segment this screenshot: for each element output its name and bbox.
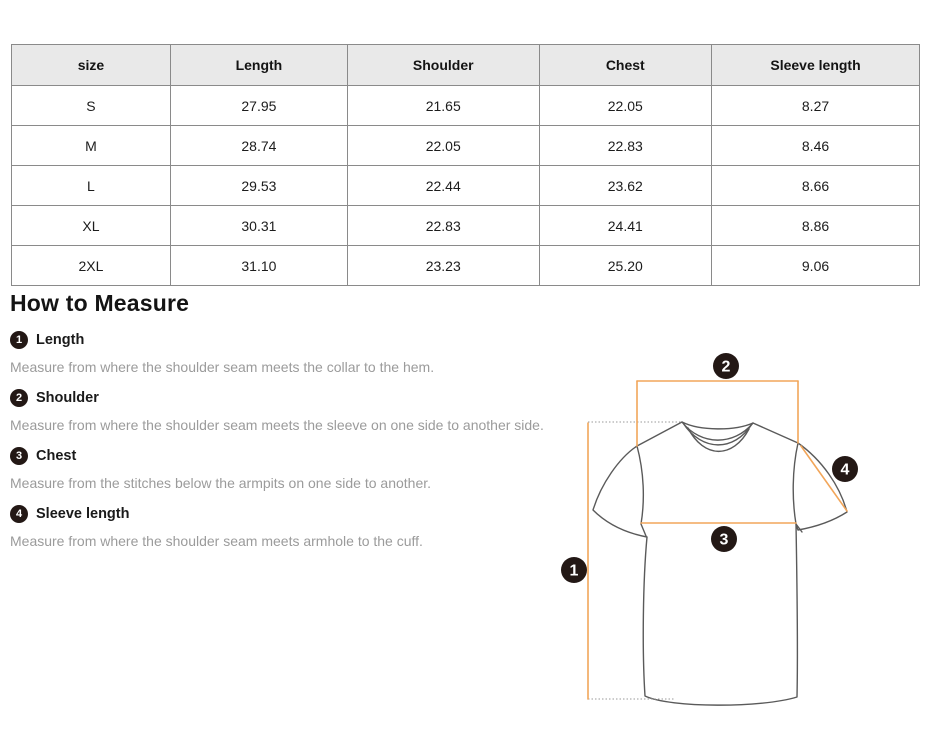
step-1-badge: 1 (10, 331, 28, 349)
step-4-badge: 4 (10, 505, 28, 523)
table-cell: 8.66 (712, 166, 920, 206)
table-cell-size: L (12, 166, 171, 206)
measure-item-description: Measure from where the shoulder seam meets the collar to the hem. (10, 359, 435, 375)
step-2-badge: 2 (10, 389, 28, 407)
table-cell: 8.27 (712, 86, 920, 126)
measure-item-label: Chest (36, 448, 77, 464)
table-cell: 31.10 (170, 246, 347, 286)
table-cell: 25.20 (539, 246, 712, 286)
table-cell: 22.05 (539, 86, 712, 126)
measure-item-description: Measure from where the shoulder seam meets the sleeve on one side to another side. (10, 417, 544, 433)
marker-3 (711, 526, 737, 552)
table-cell: 24.41 (539, 206, 712, 246)
measure-item-description: Measure from where the shoulder seam meets armhole to the cuff. (10, 533, 423, 549)
column-header-sleeve-length: Sleeve length (712, 45, 920, 86)
table-cell-size: XL (12, 206, 171, 246)
table-cell: 8.46 (712, 126, 920, 166)
table-cell: 22.44 (347, 166, 539, 206)
size-chart-table (11, 44, 920, 286)
marker-4 (832, 456, 858, 482)
tshirt-drawing-icon (593, 422, 847, 705)
measure-item-label: Shoulder (36, 390, 99, 406)
table-cell: 29.53 (170, 166, 347, 206)
table-row (12, 206, 920, 246)
table-row (12, 166, 920, 206)
table-cell-size: 2XL (12, 246, 171, 286)
column-header-shoulder: Shoulder (347, 45, 539, 86)
table-cell: 21.65 (347, 86, 539, 126)
svg-text:4: 4 (840, 461, 850, 479)
svg-text:3: 3 (719, 531, 729, 549)
step-3-badge: 3 (10, 447, 28, 465)
table-cell: 8.86 (712, 206, 920, 246)
table-cell: 22.83 (539, 126, 712, 166)
table-row (12, 126, 920, 166)
column-header-length: Length (170, 45, 347, 86)
column-header-chest: Chest (539, 45, 712, 86)
tshirt-measurement-diagram (556, 346, 931, 729)
table-cell: 30.31 (170, 206, 347, 246)
svg-text:1: 1 (569, 562, 579, 580)
measure-item-label: Sleeve length (36, 506, 130, 522)
table-header-row (12, 45, 920, 86)
measure-item-chest (10, 447, 595, 465)
measure-item-shoulder (10, 389, 595, 407)
measure-item-length (10, 331, 595, 349)
table-row (12, 86, 920, 126)
table-cell: 22.83 (347, 206, 539, 246)
table-cell-size: M (12, 126, 171, 166)
measure-item-description: Measure from the stitches below the armpits on one side to another. (10, 475, 432, 491)
section-title: How to Measure (10, 290, 190, 316)
table-cell: 23.23 (347, 246, 539, 286)
measure-item-label: Length (36, 332, 85, 348)
marker-1 (561, 557, 587, 583)
table-cell: 23.62 (539, 166, 712, 206)
table-cell: 9.06 (712, 246, 920, 286)
table-row (12, 246, 920, 286)
table-cell: 27.95 (170, 86, 347, 126)
svg-text:2: 2 (721, 358, 731, 376)
column-header-size: size (12, 45, 171, 86)
table-cell: 22.05 (347, 126, 539, 166)
table-cell: 28.74 (170, 126, 347, 166)
marker-2 (713, 353, 739, 379)
measure-item-sleeve-length (10, 505, 595, 523)
table-cell-size: S (12, 86, 171, 126)
how-to-measure-section (10, 289, 595, 549)
